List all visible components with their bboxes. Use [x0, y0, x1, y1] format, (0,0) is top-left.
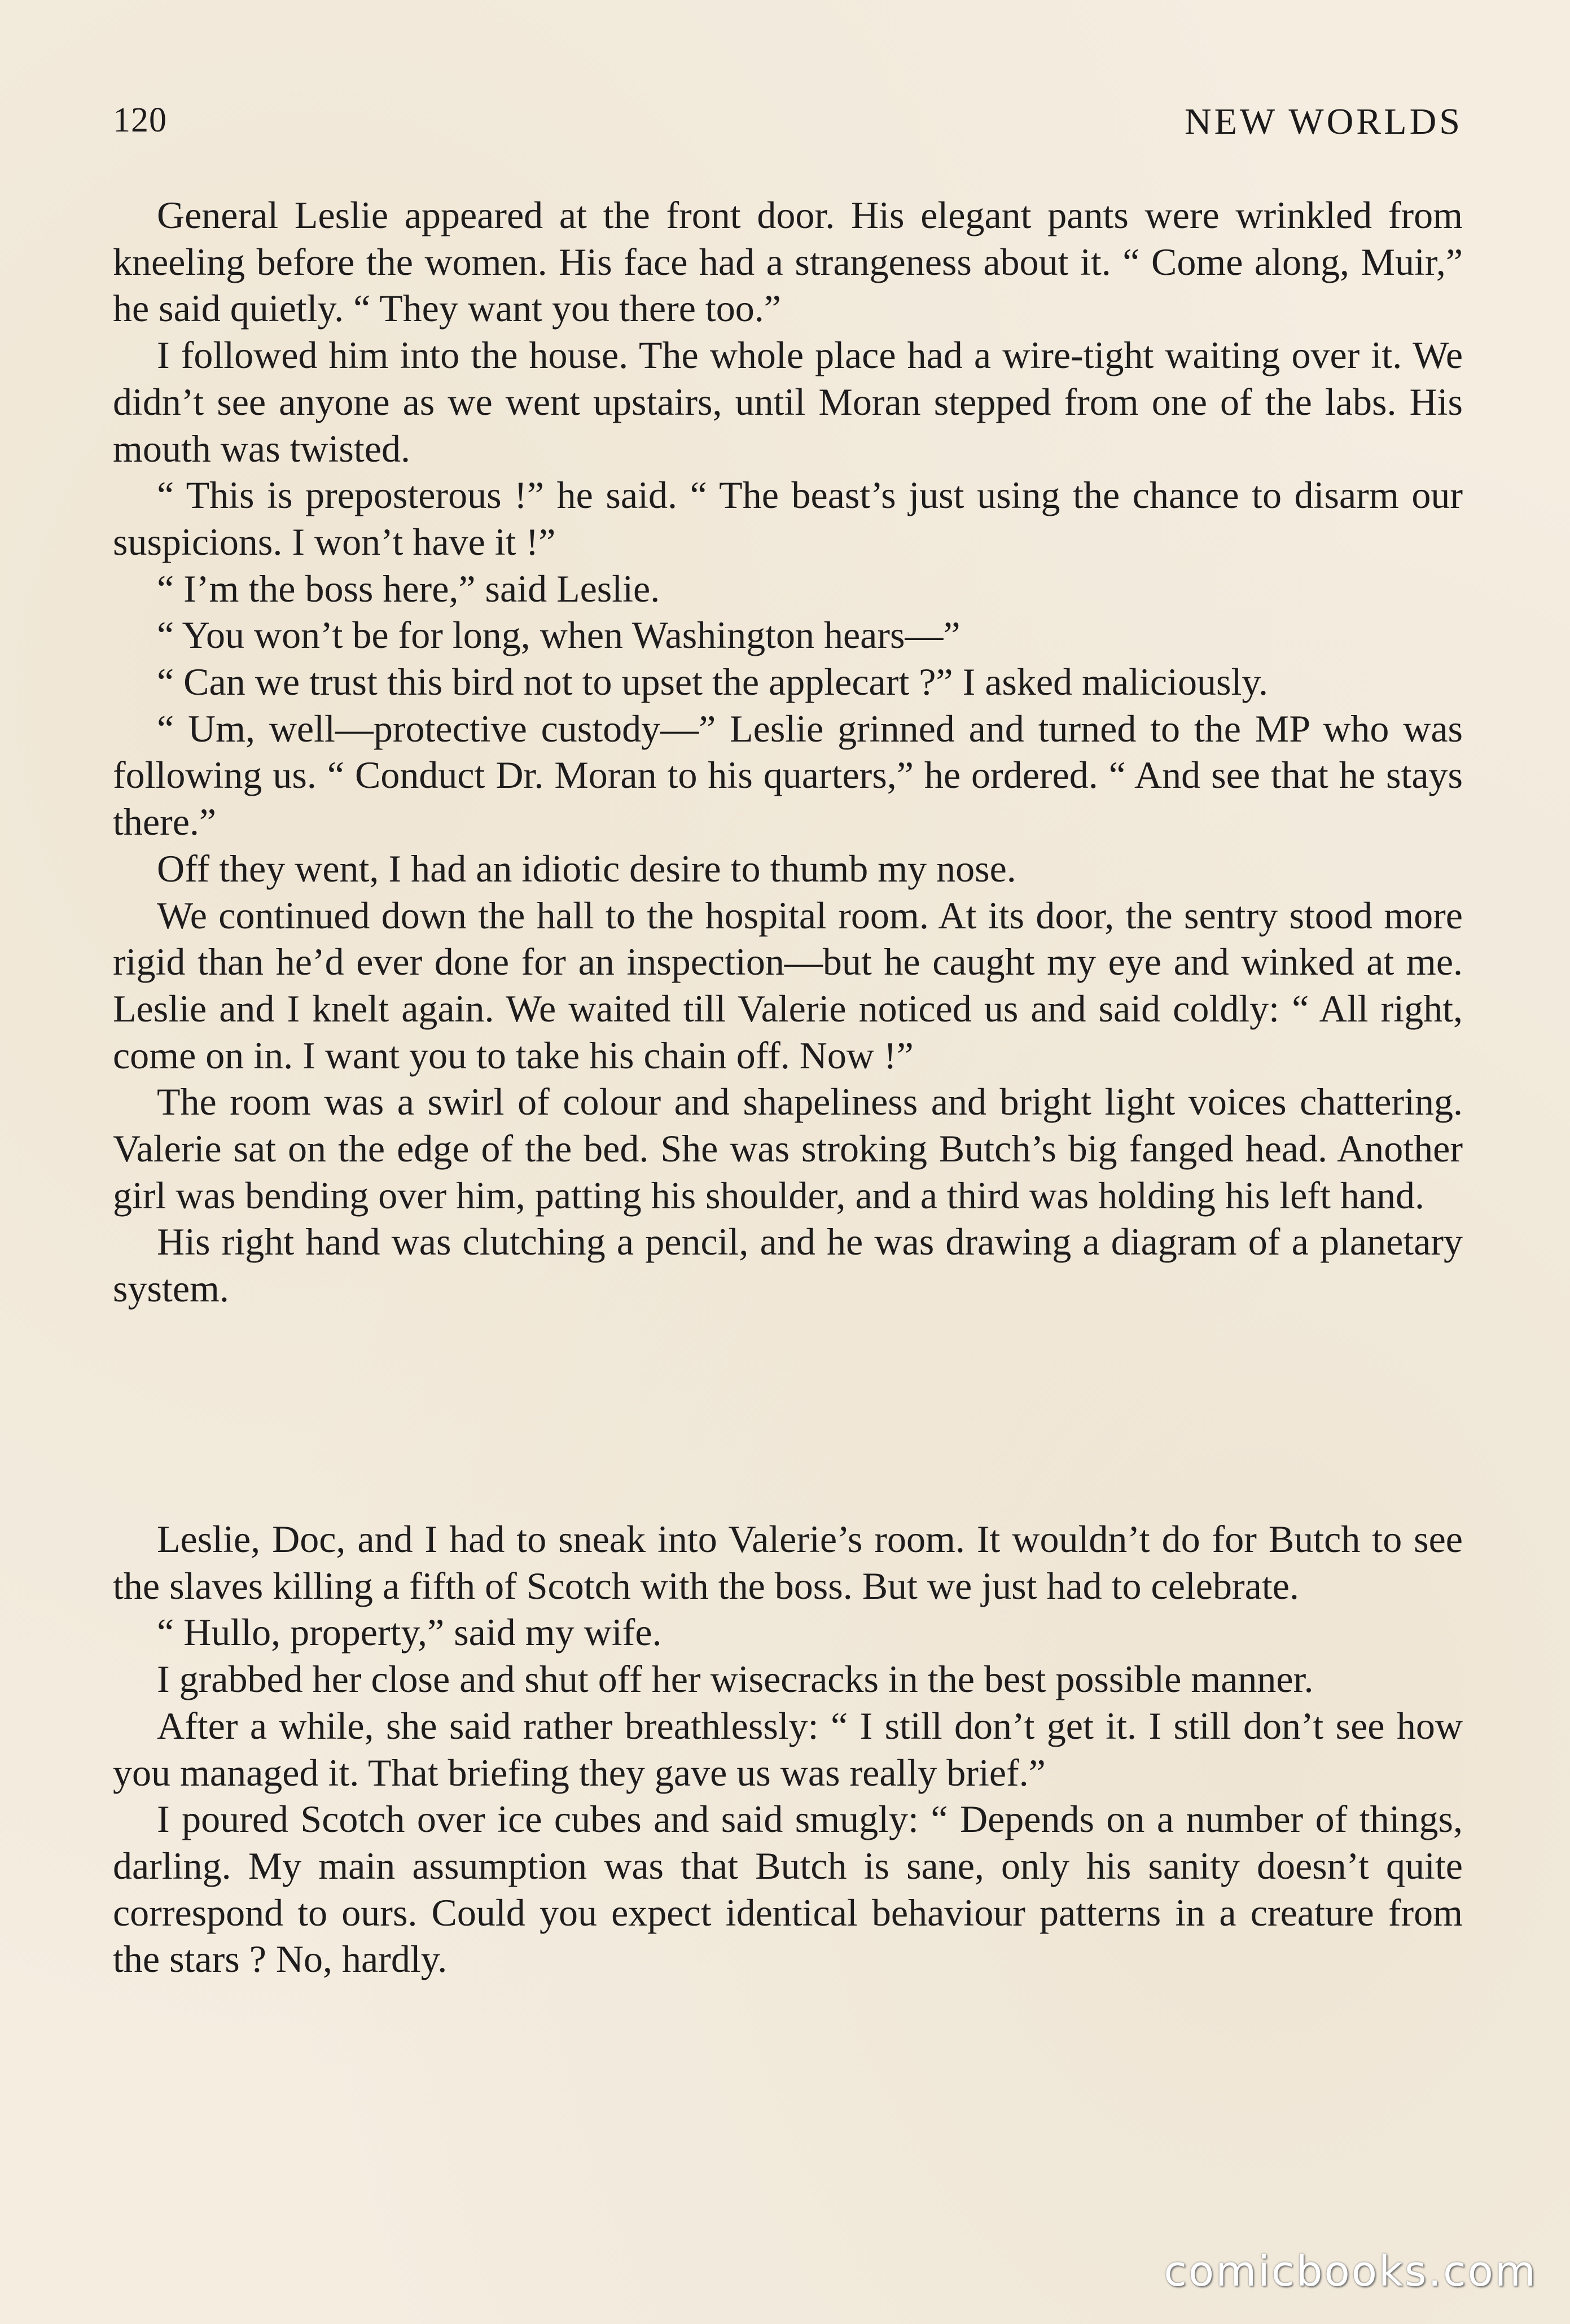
- paragraph: I poured Scotch over ice cubes and said smugly: “ Depends on a number of things, darling. My main assumption was that Butch is sane, only his sanity doesn’t quite correspond to ours. Could you expect identical behaviour patterns in a creature from the stars ? No, hardly.: [113, 1797, 1463, 1981]
- paragraph: “ This is preposterous !” he said. “ The beast’s just using the chance to disarm our suspicions. I won’t have it !”: [113, 473, 1463, 563]
- site-watermark: comicbooks.com: [1164, 2247, 1537, 2296]
- page-header: [113, 100, 1463, 146]
- text-block-2: [113, 1516, 1463, 1983]
- paragraph: “ You won’t be for long, when Washington hears—”: [157, 613, 961, 657]
- paragraph: General Leslie appeared at the front door. His elegant pants were wrinkled from kneeling before the women. His face had a strangeness about it. “ Come along, Muir,” he said quietly. “ They want you there too.”: [113, 194, 1463, 330]
- paragraph: After a while, she said rather breathlessly: “ I still don’t get it. I still don’t see how you managed it. That briefing they gave us was really brief.”: [113, 1704, 1463, 1794]
- text-block-1: [113, 192, 1463, 1312]
- paragraph: We continued down the hall to the hospital room. At its door, the sentry stood more rigid than he’d ever done for an inspection—but he caught my eye and winked at me. Leslie and I knelt again. We waited till Valerie noticed us and said coldly: “ All right, come on in. I want you to take his chain off. Now !”: [113, 893, 1463, 1077]
- paragraph: I followed him into the house. The whole place had a wire-tight waiting over it. We didn’t see anyone as we went upstairs, until Moran stepped from one of the labs. His mouth was twisted.: [113, 334, 1463, 470]
- paragraph: “ Um, well—protective custody—” Leslie grinned and turned to the MP who was following us. “ Conduct Dr. Moran to his quarters,” he ordered. “ And see that he stays there.”: [113, 707, 1463, 844]
- paragraph: Leslie, Doc, and I had to sneak into Valerie’s room. It wouldn’t do for Butch to see the slaves killing a fifth of Scotch with the boss. But we just had to celebrate.: [113, 1518, 1463, 1607]
- paragraph: His right hand was clutching a pencil, and he was drawing a diagram of a planetary system.: [113, 1220, 1463, 1310]
- running-head: NEW WORLDS: [1184, 101, 1463, 142]
- paragraph: The room was a swirl of colour and shapeliness and bright light voices chattering. Valerie sat on the edge of the bed. She was stroking Butch’s big fanged head. Another girl was bending over him, patting his shoulder, and a third was holding his left hand.: [113, 1080, 1463, 1217]
- paragraph: “ Can we trust this bird not to upset the applecart ?” I asked maliciously.: [157, 660, 1268, 704]
- paragraph: “ Hullo, property,” said my wife.: [157, 1611, 662, 1654]
- page-number: 120: [113, 101, 167, 139]
- paragraph: “ I’m the boss here,” said Leslie.: [157, 567, 660, 610]
- paragraph: I grabbed her close and shut off her wisecracks in the best possible manner.: [157, 1658, 1314, 1701]
- paragraph: Off they went, I had an idiotic desire to thumb my nose.: [157, 847, 1016, 890]
